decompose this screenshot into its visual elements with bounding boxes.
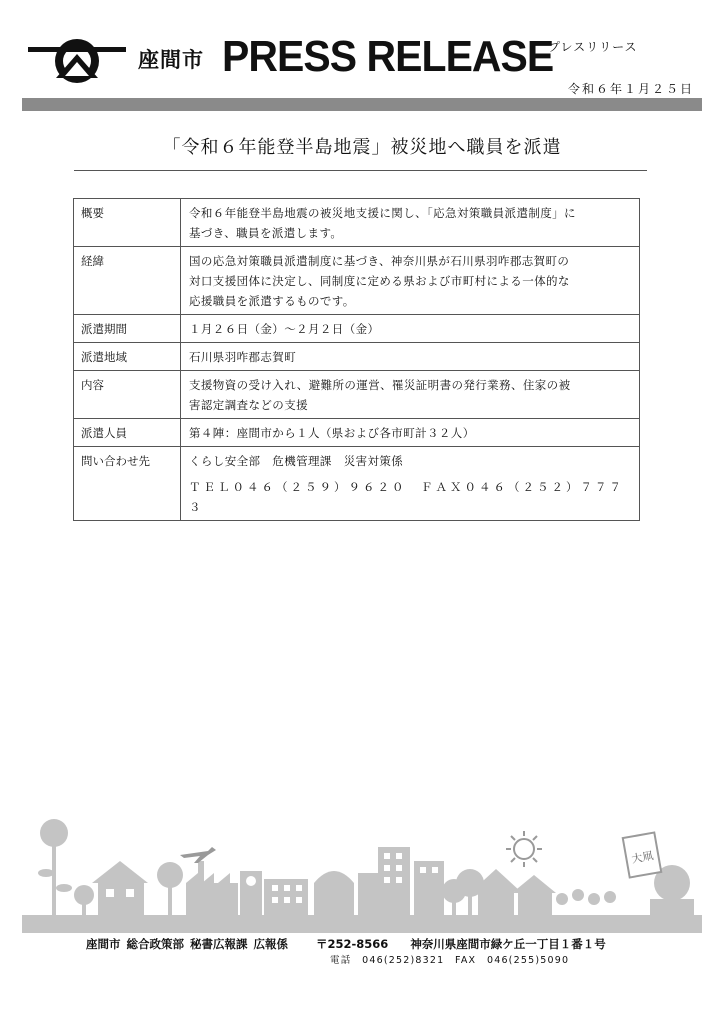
- value-line: １月２６日（金）～２月２日（金）: [189, 322, 380, 336]
- zama-city-emblem: [28, 32, 126, 90]
- press-release-title: PRESS RELEASE: [222, 32, 554, 81]
- table-row: [74, 371, 640, 419]
- airplane-icon: [180, 847, 216, 863]
- table-row: [74, 199, 640, 247]
- value-line: 基づき、職員を派遣します。: [189, 226, 343, 240]
- town-skyline-illustration: [22, 803, 702, 933]
- row-value: [181, 199, 640, 247]
- row-value: [181, 371, 640, 419]
- row-value: [181, 419, 640, 447]
- table-row: [74, 447, 640, 521]
- release-date: 令和６年１月２５日: [567, 82, 694, 96]
- headline: 「令和６年能登半島地震」被災地へ職員を派遣: [162, 137, 562, 158]
- footer-postal-code: 〒252-8566: [316, 937, 389, 951]
- table-row: [74, 343, 640, 371]
- footer-contact: [86, 936, 606, 952]
- row-value: [181, 315, 640, 343]
- row-label: 経緯: [74, 247, 181, 315]
- footer-phone-fax: 電話 046(252)8321 FAX 046(255)5090: [330, 955, 570, 966]
- value-line: 対口支援団体に決定し、同制度に定める県および市町村による一体的な: [189, 274, 570, 288]
- value-line: 令和６年能登半島地震の被災地支援に関し、「応急対策職員派遣制度」に: [189, 206, 576, 220]
- row-label: 派遣地域: [74, 343, 181, 371]
- row-label: 派遣人員: [74, 419, 181, 447]
- table-row: [74, 315, 640, 343]
- row-label: 概要: [74, 199, 181, 247]
- row-label: 派遣期間: [74, 315, 181, 343]
- value-line: 害認定調査などの支援: [189, 398, 308, 412]
- row-value: [181, 247, 640, 315]
- svg-text:大凧: 大凧: [630, 849, 655, 866]
- tel-fax-line: ＴＥＬ０４６（２５９）９６２０ ＦＡＸ０４６（２５２）７７７３: [189, 480, 624, 514]
- press-release-subtitle: プレスリリース: [548, 40, 638, 54]
- sunflower-icon: [40, 819, 68, 847]
- row-label: 問い合わせ先: [74, 447, 181, 521]
- table-row: [74, 419, 640, 447]
- footer-department: 座間市 総合政策部 秘書広報課 広報係: [86, 937, 289, 951]
- footer-address: 神奈川県座間市緑ケ丘一丁目１番１号: [410, 937, 606, 951]
- header-divider-bar: [22, 98, 702, 111]
- table-row: [74, 247, 640, 315]
- city-name: 座間市: [138, 48, 204, 72]
- row-value: [181, 447, 640, 521]
- value-line: 石川県羽咋郡志賀町: [189, 350, 297, 364]
- sun-icon: [514, 839, 534, 859]
- info-table: [73, 198, 640, 521]
- value-line: 応援職員を派遣するものです。: [189, 294, 355, 308]
- value-line: 第４陣：座間市から１人（県および各市町計３２人）: [189, 426, 475, 440]
- headline-underline: [74, 170, 647, 171]
- row-label: 内容: [74, 371, 181, 419]
- kite-sign: [623, 833, 661, 878]
- value-line: 支援物資の受け入れ、避難所の運営、罹災証明書の発行業務、住家の被: [189, 378, 571, 392]
- value-line: くらし安全部 危機管理課 災害対策係: [189, 454, 404, 468]
- value-line: 国の応急対策職員派遣制度に基づき、神奈川県が石川県羽咋郡志賀町の: [189, 254, 570, 268]
- row-value: [181, 343, 640, 371]
